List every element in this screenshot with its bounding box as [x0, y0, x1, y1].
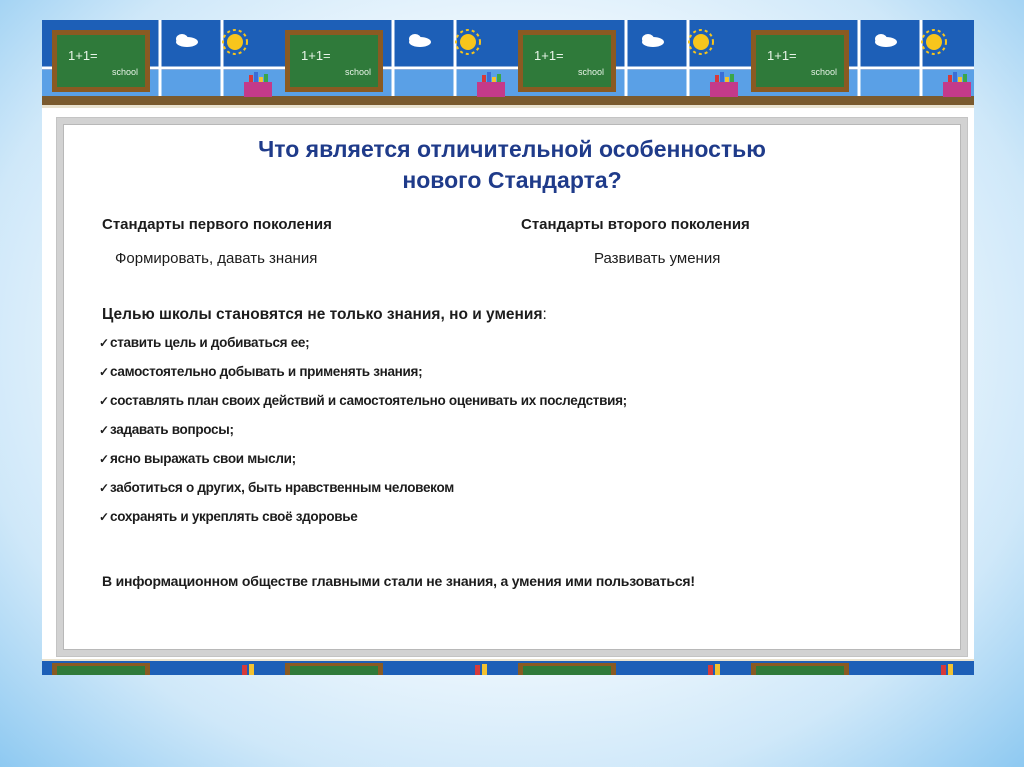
classroom-banner-top	[42, 20, 974, 108]
list-item	[99, 480, 627, 509]
list-item	[99, 509, 627, 538]
chalkboard-icon	[751, 30, 849, 92]
list-item-text: ясно выражать свои мысли;	[110, 451, 296, 466]
slide-title	[63, 134, 961, 196]
board-formula: 1+1=	[767, 48, 797, 63]
board-word: school	[345, 67, 372, 77]
classroom-banner-tile	[42, 20, 275, 105]
list-item-text: ставить цель и добиваться ее;	[110, 335, 310, 350]
board-word: school	[578, 67, 605, 77]
list-item	[99, 422, 627, 451]
classroom-banner-tile	[508, 20, 741, 105]
list-item	[99, 393, 627, 422]
checkmark-icon: ✓	[99, 510, 109, 524]
slide-title-line-2: нового Стандарта?	[402, 167, 622, 193]
classroom-banner-tile	[275, 20, 508, 105]
school-goal-text: Целью школы становятся не только знания, но и умения	[102, 306, 543, 323]
conclusion-text: В информационном обществе главными стали не знания, а умения ими пользоваться!	[102, 573, 695, 589]
list-item	[99, 451, 627, 480]
second-generation-header: Стандарты второго поколения	[521, 216, 750, 233]
checkmark-icon: ✓	[99, 365, 109, 379]
classroom-banner-tile	[741, 20, 974, 105]
school-goal-colon: :	[542, 306, 547, 323]
classroom-banner-bottom	[42, 659, 974, 675]
list-item-text: составлять план своих действий и самостоятельно оценивать их последствия;	[110, 393, 627, 408]
checkmark-icon: ✓	[99, 423, 109, 437]
list-item	[99, 335, 627, 364]
board-word: school	[112, 67, 139, 77]
content-frame	[57, 118, 967, 656]
second-generation-value: Развивать умения	[594, 250, 721, 267]
list-item-text: задавать вопросы;	[110, 422, 234, 437]
checkmark-icon: ✓	[99, 336, 109, 350]
checkmark-icon: ✓	[99, 394, 109, 408]
list-item	[99, 364, 627, 393]
first-generation-header: Стандарты первого поколения	[102, 216, 332, 233]
board-formula: 1+1=	[68, 48, 98, 63]
banner-bottom-pattern	[42, 661, 974, 675]
slide-title-line-1: Что является отличительной особенностью	[258, 136, 766, 162]
list-item-text: самостоятельно добывать и применять знания;	[110, 364, 423, 379]
list-item-text: заботиться о других, быть нравственным человеком	[110, 480, 454, 495]
first-generation-value: Формировать, давать знания	[115, 250, 318, 267]
list-item-text: сохранять и укреплять своё здоровье	[110, 509, 358, 524]
board-word: school	[811, 67, 838, 77]
skills-list	[99, 335, 627, 538]
board-formula: 1+1=	[301, 48, 331, 63]
chalkboard-icon	[52, 30, 150, 92]
checkmark-icon: ✓	[99, 452, 109, 466]
board-formula: 1+1=	[534, 48, 564, 63]
school-goal-heading	[102, 306, 547, 324]
chalkboard-icon	[285, 30, 383, 92]
slide	[42, 20, 974, 675]
checkmark-icon: ✓	[99, 481, 109, 495]
chalkboard-icon	[518, 30, 616, 92]
